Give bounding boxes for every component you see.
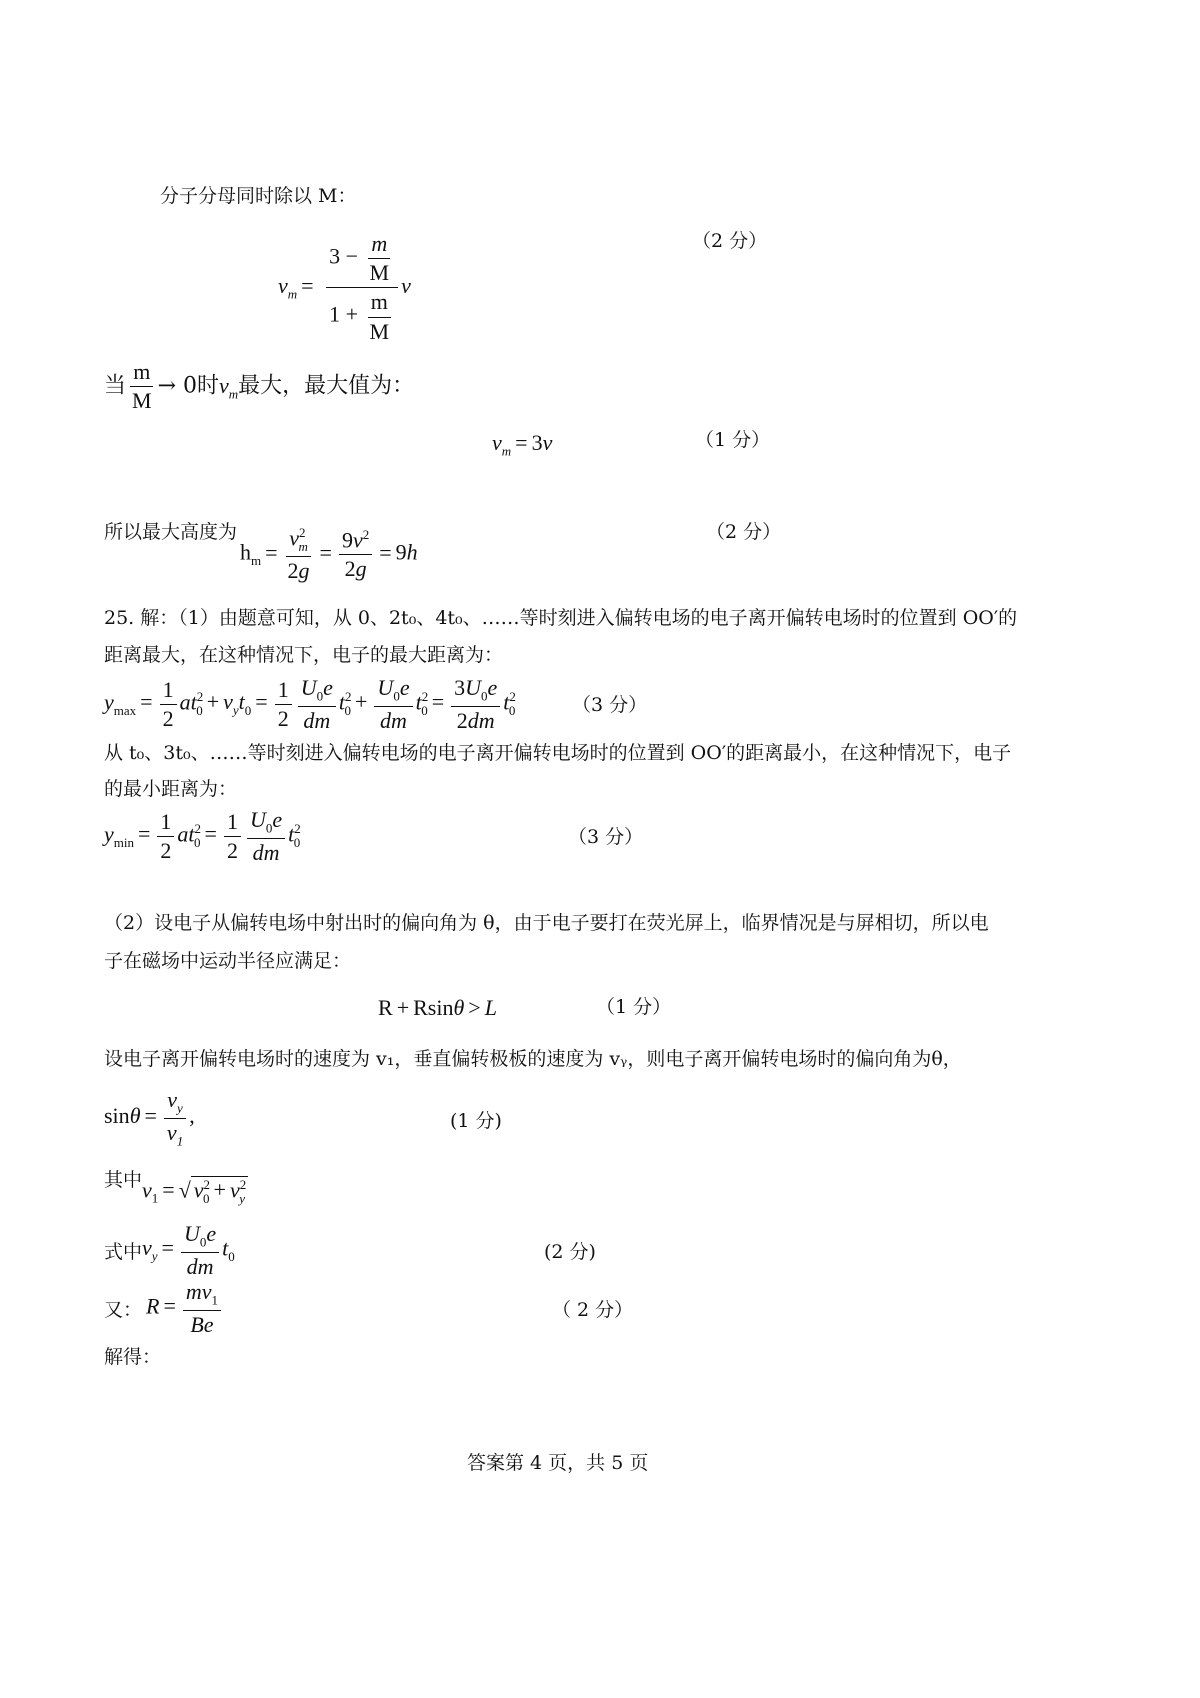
text-q25-line2: 距离最大，在这种情况下，电子的最大距离为：	[104, 644, 504, 666]
score-label: (1 分)	[450, 1110, 502, 1132]
text-speed-line: 设电子离开偏转电场时的速度为 v₁，垂直偏转极板的速度为 vᵧ，则电子离开偏转电场时的偏向角为θ，	[104, 1048, 962, 1070]
text-where: 其中	[104, 1169, 143, 1191]
text-max-height: 所以最大高度为	[104, 521, 238, 543]
text-solve: 解得：	[104, 1346, 162, 1368]
text-divide: 分子分母同时除以 M：	[160, 185, 357, 207]
equation-hm: $h_m$ = $\frac{v^2_m}{2g}$ = $\frac{9v^2}{2g}$ = 9h	[240, 525, 418, 584]
score-label: (2 分)	[544, 1241, 596, 1263]
text-when-max: 当 $\frac{m}{M}$ → 0时$v_m$最大，最大值为：	[104, 359, 415, 414]
equation-R: R = $\frac{mv_1}{Be}$	[146, 1280, 224, 1337]
when-prefix: 当	[104, 373, 127, 399]
text-also: 又：	[104, 1299, 143, 1321]
score-label: （1 分）	[596, 996, 672, 1018]
score-label: （2 分）	[706, 521, 782, 543]
text-formula-label: 式中	[104, 1241, 143, 1263]
when-condition: → 0时	[157, 373, 220, 399]
when-suffix: 最大，最大值为：	[238, 373, 415, 399]
text-part2-line2: 子在磁场中运动半径应满足：	[104, 950, 352, 972]
equation-vm-3v: $v_m = 3v$	[492, 430, 553, 459]
page-footer: 答案第 4 页，共 5 页	[467, 1452, 649, 1474]
equation-radius-condition: R + Rsinθ > L	[378, 995, 497, 1020]
text-min-line1: 从 t₀、3t₀、……等时刻进入偏转电场的电子离开偏转电场时的位置到 OO′的距离最小，在这种情况下，电子	[104, 742, 1012, 764]
score-label: （2 分）	[692, 230, 768, 252]
equation-vy: $v_y$ = $\frac{U_0e}{dm}$ $t_0$	[142, 1221, 235, 1279]
score-label: （3 分）	[572, 694, 648, 716]
text-min-line2: 的最小距离为：	[104, 778, 238, 800]
score-label: （1 分）	[695, 429, 771, 451]
equation-sin-theta: sinθ = $\frac{v_y}{v_1}$ ,	[104, 1087, 195, 1149]
text-q25-line1: 25. 解：（1）由题意可知，从 0、2t₀、4t₀、……等时刻进入偏转电场的电子离开偏转电场时的位置到 OO′的	[104, 607, 1018, 629]
text-part2-line1: （2）设电子从偏转电场中射出时的偏向角为 θ，由于电子要打在荧光屏上，临界情况是与屏相切，所以电	[104, 912, 989, 934]
score-label: （ 2 分）	[552, 1299, 634, 1321]
equation-ymax: $y_{max}$ = $\frac{1}{2}$ $at^2_0 + v_yt_0$ = $\frac{1}{2}$ $\frac{U_0e}{dm}$ $t^2_0$ + $\frac{U_0e}{dm}$ $t^2_0$ = $\frac{3U_0e}{2dm}$ $t^2_0$	[104, 675, 516, 733]
equation-ymin: $y_{min}$ = $\frac{1}{2}$ $at^2_0$ = $\frac{1}{2}$ $\frac{U_0e}{dm}$ $t^2_0$	[104, 807, 301, 865]
equation-v1: $v_1$ = √ $v^2_0 + v^2_y$	[142, 1177, 247, 1206]
score-label: （3 分）	[568, 826, 644, 848]
equation-vm-fraction: $v_m$ = 3 − $\frac{m}{M}$ 1 + $\frac{m}{M}$ v	[278, 231, 411, 344]
